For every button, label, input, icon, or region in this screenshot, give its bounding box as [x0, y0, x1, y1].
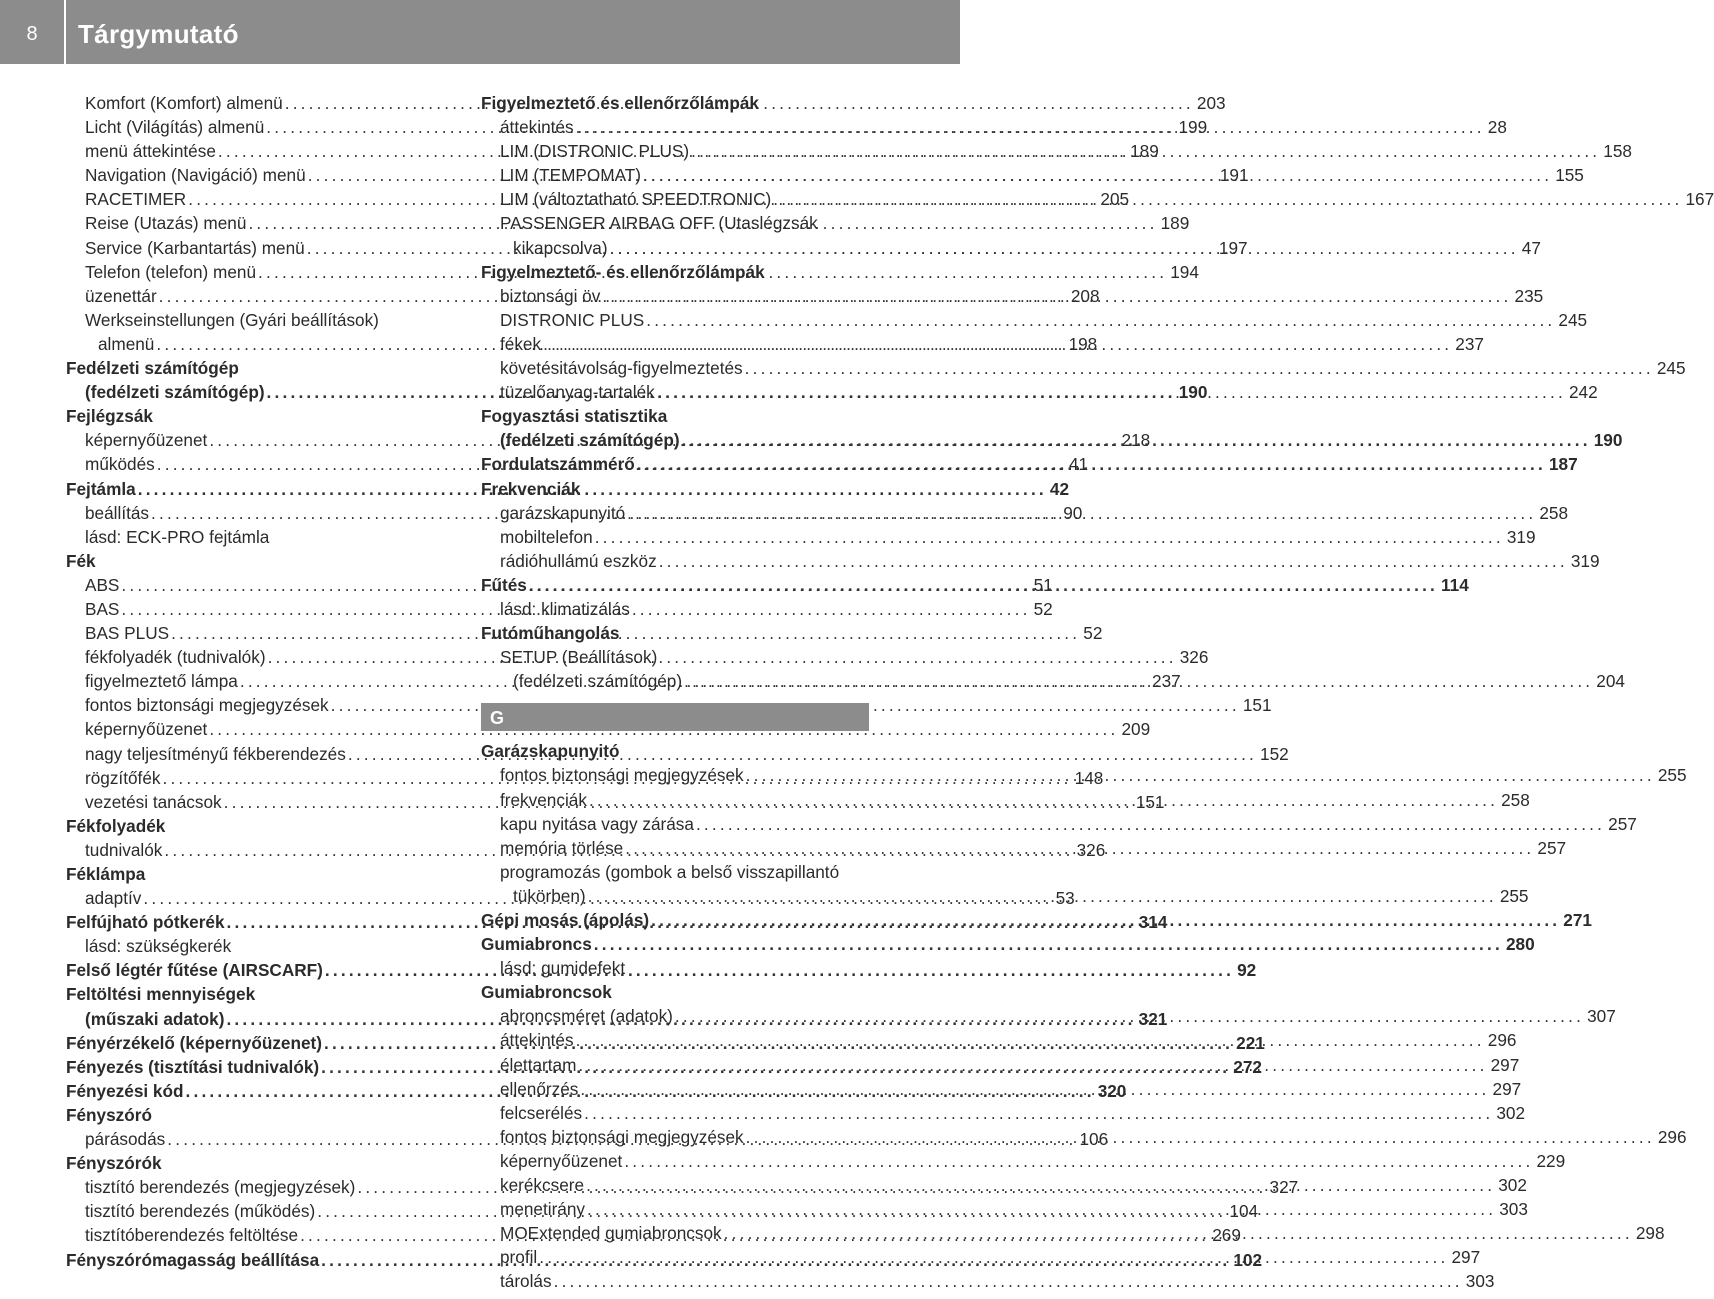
entry-text: tükörben): [513, 885, 586, 906]
entry-text: menetirány: [500, 1199, 586, 1220]
dot-leader: [588, 884, 1497, 908]
index-heading: [66, 356, 454, 380]
page-title: Tárgymutató: [78, 19, 239, 49]
page-reference: 151: [1135, 791, 1165, 812]
entry-text: képernyőüzenet: [500, 1150, 623, 1171]
entry-text: fontos biztonsági megjegyzések: [500, 765, 744, 786]
page-reference: 255: [1499, 885, 1529, 906]
page-number: 8: [26, 23, 38, 45]
entry-text: MOExtended gumiabroncsok: [500, 1223, 722, 1244]
entry-text: LIM (TEMPOMAT): [500, 165, 641, 186]
entry-text: Fényérzékelő (képernyőüzenet): [66, 1032, 322, 1053]
entry-text: (műszaki adatok): [85, 1008, 225, 1029]
page-header: [0, 0, 960, 64]
entry-text: Reise (Utazás) menü: [85, 213, 247, 234]
page-reference: 321: [1138, 1008, 1168, 1029]
entry-text: memória törlése: [500, 837, 624, 858]
page-reference: 258: [1501, 789, 1530, 810]
entry-text: mobiltelefon: [500, 526, 593, 547]
entry-text: Gumiabroncsok: [481, 982, 612, 1003]
index-heading: [481, 932, 1535, 956]
page-reference: 204: [1596, 671, 1625, 692]
page-reference: 314: [1138, 912, 1168, 933]
dot-leader: [529, 573, 1438, 597]
entry-text: profil: [500, 1247, 538, 1268]
page-reference: 152: [1260, 743, 1289, 764]
index-heading: [66, 404, 454, 428]
entry-text: üzenettár: [85, 285, 157, 306]
entry-text: Frekvenciák: [481, 478, 581, 499]
entry-text: áttekintés: [500, 1030, 574, 1051]
page-reference: 242: [1568, 382, 1598, 403]
page-reference: 51: [1033, 574, 1053, 595]
dot-leader: [646, 308, 1555, 332]
dot-leader: [625, 836, 1534, 860]
entry-text: BAS: [85, 598, 120, 619]
index-subentry: [66, 934, 454, 958]
page-reference: 326: [1076, 839, 1106, 860]
page-reference: 257: [1608, 813, 1637, 834]
entry-text: Fényszórómagasság beállítása: [66, 1249, 320, 1270]
index-subentry: [481, 860, 869, 884]
page-reference: 209: [1121, 719, 1151, 740]
entry-text: RACETIMER: [85, 189, 187, 210]
index-subentry: [481, 211, 869, 235]
page-reference: 41: [1068, 454, 1089, 475]
entry-text: vezetési tanácsok: [85, 791, 222, 812]
index-subentry: [66, 693, 1272, 717]
entry-text: Figyelmeztető- és ellenőrzőlámpák: [481, 261, 765, 282]
entry-text: biztonsági öv: [500, 285, 601, 306]
index-heading: [481, 739, 869, 763]
page-reference: 191: [1219, 165, 1249, 186]
entry-text: áttekintés: [500, 117, 574, 138]
page-reference: 90: [1063, 502, 1083, 523]
page-reference: 53: [1055, 888, 1075, 909]
entry-text: programozás (gombok a belső visszapillantó: [500, 861, 840, 882]
entry-text: lásd: klimatizálás: [500, 598, 630, 619]
page-reference: 297: [1490, 1054, 1520, 1075]
index-subentry: [481, 525, 1536, 549]
page-reference: 151: [1242, 695, 1272, 716]
page-reference: 319: [1506, 526, 1536, 547]
dot-leader: [580, 1077, 1489, 1101]
index-heading: [66, 814, 454, 838]
dot-leader: [543, 332, 1452, 356]
entry-text: Felfújható pótkerék: [66, 912, 225, 933]
entry-text: Figyelmeztető és ellenőrzőlámpák: [481, 93, 759, 113]
entry-text: Fűtés: [481, 574, 527, 595]
dot-leader: [651, 908, 1560, 932]
dot-leader: [576, 115, 1485, 139]
entry-text: kerékcsere: [500, 1175, 585, 1196]
page-reference: 320: [1097, 1080, 1127, 1101]
page-reference: 47: [1521, 237, 1541, 258]
index-subentry: [481, 1269, 1495, 1293]
dot-leader: [659, 549, 1568, 573]
entry-text: kikapcsolva): [513, 237, 608, 258]
index-subentry: [481, 1101, 1526, 1125]
index-subentry: [66, 717, 1151, 741]
entry-text: beállítás: [85, 502, 150, 523]
entry-text: Werkseinstellungen (Gyári beállítások): [85, 309, 379, 330]
dot-leader: [578, 1053, 1487, 1077]
page-reference: 208: [1070, 285, 1100, 306]
entry-text: almenü: [98, 333, 155, 354]
entry-text: ellenőrzés: [500, 1078, 579, 1099]
dot-leader: [657, 380, 1566, 404]
entry-text: rögzítőfék: [85, 767, 161, 788]
page-reference: 296: [1657, 1126, 1687, 1147]
dot-leader: [684, 669, 1593, 693]
index-subentry: [481, 645, 869, 669]
dot-leader: [576, 1028, 1485, 1052]
dot-leader: [643, 163, 1552, 187]
page-reference: 52: [1033, 598, 1053, 619]
entry-text: működés: [85, 454, 155, 475]
page-reference: 221: [1236, 1032, 1265, 1053]
page-reference: 194: [1170, 261, 1199, 282]
entry-text: LIM (változtatható SPEEDTRONIC): [500, 189, 772, 210]
dot-leader: [746, 1125, 1655, 1149]
page-reference: 203: [1196, 93, 1226, 113]
page-reference: 245: [1558, 309, 1588, 330]
entry-text: Fogyasztási statisztika: [481, 406, 668, 427]
dot-leader: [539, 1245, 1448, 1269]
index-subentry: [481, 597, 869, 621]
entry-text: Fékfolyadék: [66, 815, 166, 836]
index-heading: [66, 982, 454, 1006]
page-reference: 298: [1635, 1223, 1665, 1244]
page-reference: 297: [1451, 1247, 1481, 1268]
section-header-g: G: [481, 703, 869, 731]
page-reference: 303: [1499, 1199, 1528, 1220]
index-heading: [66, 1151, 454, 1175]
page-reference: 187: [1548, 454, 1578, 475]
entry-text: Fényszóró: [66, 1104, 152, 1125]
entry-text: DISTRONIC PLUS: [500, 309, 645, 330]
page-reference: 199: [1178, 117, 1208, 138]
entry-text: LIM (DISTRONIC PLUS): [500, 141, 690, 162]
dot-leader: [745, 356, 1654, 380]
page-reference: 28: [1487, 117, 1507, 138]
entry-text: Telefon (telefon) menü: [85, 261, 257, 282]
page-reference: 218: [1121, 430, 1151, 451]
dot-leader: [724, 1221, 1633, 1245]
entry-text: rádióhullámú eszköz: [500, 550, 657, 571]
entry-text: Fordulatszámmérő: [481, 454, 635, 475]
page-reference: 237: [1455, 333, 1484, 354]
index-subentry: [481, 549, 1600, 573]
entry-text: nagy teljesítményű fékberendezés: [85, 743, 346, 764]
dot-leader: [637, 452, 1546, 476]
dot-leader: [594, 932, 1503, 956]
page-reference: 205: [1100, 189, 1130, 210]
page-reference: 302: [1496, 1102, 1526, 1123]
entry-text: tüzelőanyag-tartalék: [500, 382, 655, 403]
entry-text: Gépi mosás (ápolás): [481, 910, 650, 930]
index-subentry: [481, 308, 1588, 332]
page-reference: 190: [1178, 382, 1208, 403]
entry-text: Fejlégzsák: [66, 406, 153, 427]
dot-leader: [595, 525, 1504, 549]
page-reference: 158: [1603, 141, 1632, 162]
dot-leader: [589, 788, 1498, 812]
entry-text: Komfort (Komfort) almenü: [85, 93, 283, 113]
page-reference: 280: [1505, 934, 1535, 955]
page-reference: 307: [1587, 1006, 1616, 1027]
index-heading: [481, 91, 869, 115]
dot-leader: [624, 1149, 1533, 1173]
entry-text: követésitávolság-figyelmeztetés: [500, 358, 743, 379]
dot-leader: [586, 1173, 1495, 1197]
dot-leader: [691, 139, 1600, 163]
entry-text: tárolás: [500, 1271, 552, 1292]
entry-text: tisztító berendezés (működés): [85, 1201, 316, 1222]
index-subentry: [481, 812, 1637, 836]
entry-text: képernyőüzenet: [85, 719, 208, 740]
page-reference: 92: [1237, 960, 1257, 981]
entry-text: ABS: [85, 574, 120, 595]
entry-text: Fényezési kód: [66, 1080, 184, 1101]
entry-text: kapu nyitása vagy zárása: [500, 813, 694, 834]
page-reference: 269: [1212, 1225, 1241, 1246]
entry-text: lásd: ECK-PRO fejtámla: [85, 526, 270, 547]
entry-text: Felső légtér fűtése (AIRSCARF): [66, 960, 323, 981]
entry-text: figyelmeztető lámpa: [85, 671, 238, 692]
dot-leader: [587, 1197, 1496, 1221]
entry-text: Fejtámla: [66, 478, 136, 499]
index-subentry: [481, 956, 869, 980]
entry-text: PASSENGER AIRBAG OFF (Utaslégzsák: [500, 213, 818, 234]
entry-text: Service (Karbantartás) menü: [85, 237, 305, 258]
page-reference: 235: [1514, 285, 1544, 306]
entry-text: abroncsméret (adatok): [500, 1006, 673, 1027]
entry-text: Fényszórók: [66, 1153, 162, 1174]
dot-leader: [627, 501, 1536, 525]
page-reference: 229: [1536, 1150, 1566, 1171]
page-reference: 52: [1083, 623, 1103, 644]
page-reference: 245: [1656, 358, 1686, 379]
index-subentry: [481, 356, 1686, 380]
entry-text: felcserélés: [500, 1102, 583, 1123]
page-reference: 198: [1068, 333, 1098, 354]
entry-text: tisztító berendezés (megjegyzések): [85, 1177, 356, 1198]
entry-text: fékek: [500, 333, 542, 354]
page-reference: 319: [1570, 550, 1600, 571]
entry-text: tudnivalók: [85, 839, 163, 860]
entry-text: párásodás: [85, 1129, 166, 1150]
page-reference: 237: [1152, 671, 1181, 692]
page-reference: 303: [1465, 1271, 1495, 1292]
entry-text: BAS PLUS: [85, 623, 170, 644]
entry-text: SETUP (Beállítások): [500, 647, 658, 668]
index-heading: [481, 260, 869, 284]
page-reference: 271: [1563, 910, 1592, 930]
dot-leader: [696, 812, 1605, 836]
page-reference: 197: [1218, 237, 1248, 258]
page-reference: 167: [1685, 189, 1714, 210]
entry-text: menü áttekintése: [85, 141, 216, 162]
entry-text: adaptív: [85, 888, 142, 909]
index-heading: [66, 549, 454, 573]
page-reference: 272: [1233, 1056, 1262, 1077]
entry-text: Feltöltési mennyiségek: [66, 984, 256, 1005]
page-reference: 189: [1130, 141, 1159, 162]
entry-text: lásd: gumidefekt: [500, 958, 626, 979]
index-heading: [481, 621, 869, 645]
entry-text: Féklámpa: [66, 864, 146, 884]
page-reference: 155: [1555, 165, 1584, 186]
entry-text: garázskapunyitó: [500, 502, 626, 523]
index-subentry: [66, 308, 454, 332]
entry-text: Gumiabroncs: [481, 934, 592, 955]
page-reference: 106: [1079, 1129, 1109, 1150]
page-reference: 257: [1537, 837, 1567, 858]
dot-leader: [584, 1101, 1493, 1125]
page-reference: 302: [1498, 1175, 1527, 1196]
page-reference: 102: [1233, 1249, 1263, 1270]
entry-text: Navigation (Navigáció) menü: [85, 165, 306, 186]
entry-text: tisztítóberendezés feltöltése: [85, 1225, 299, 1246]
entry-text: képernyőüzenet: [85, 430, 208, 451]
page-reference: 190: [1593, 430, 1623, 451]
index-heading: [66, 1103, 454, 1127]
page-reference: 255: [1657, 765, 1687, 786]
entry-text: (fedélzeti számítógép): [85, 382, 265, 403]
index-heading: [481, 477, 869, 501]
entry-text: frekvenciák: [500, 789, 587, 810]
dot-leader: [554, 1269, 1463, 1293]
entry-text: Fék: [66, 550, 96, 571]
entry-text: fontos biztonsági megjegyzések: [500, 1126, 744, 1147]
page-reference: 42: [1049, 478, 1070, 499]
page-reference: 327: [1269, 1177, 1299, 1198]
page-reference: 189: [1160, 213, 1190, 234]
entry-text: Fényezés (tisztítási tudnivalók): [66, 1056, 320, 1077]
index-heading: [481, 404, 869, 428]
page-reference: 296: [1487, 1030, 1517, 1051]
index-subentry: [481, 1149, 1566, 1173]
page-reference: 326: [1179, 647, 1209, 668]
index-subentry: [66, 525, 454, 549]
entry-text: Fedélzeti számítógép: [66, 358, 239, 379]
page-reference: 114: [1441, 574, 1469, 595]
page-reference: 104: [1229, 1201, 1259, 1222]
header-divider: [64, 0, 66, 64]
dot-leader: [602, 284, 1511, 308]
dot-leader: [675, 1004, 1584, 1028]
entry-text: fékfolyadék (tudnivalók): [85, 647, 266, 668]
entry-text: Garázskapunyitó: [481, 741, 620, 762]
entry-text: Licht (Világítás) almenü: [85, 117, 265, 138]
index-heading: [481, 980, 869, 1004]
entry-text: lásd: szükségkerék: [85, 936, 232, 957]
page-reference: 148: [1074, 767, 1104, 788]
dot-leader: [610, 236, 1519, 260]
entry-text: fontos biztonsági megjegyzések: [85, 695, 329, 716]
dot-leader: [682, 428, 1591, 452]
entry-text: Futóműhangolás: [481, 623, 620, 644]
entry-text: (fedélzeti számítógép): [513, 671, 683, 692]
dot-leader: [746, 763, 1655, 787]
page-reference: 258: [1539, 502, 1569, 523]
dot-leader: [773, 187, 1682, 211]
entry-text: (fedélzeti számítógép): [500, 430, 680, 451]
index-heading: [66, 862, 454, 886]
page-reference: 297: [1492, 1078, 1522, 1099]
entry-text: élettartam: [500, 1054, 577, 1075]
